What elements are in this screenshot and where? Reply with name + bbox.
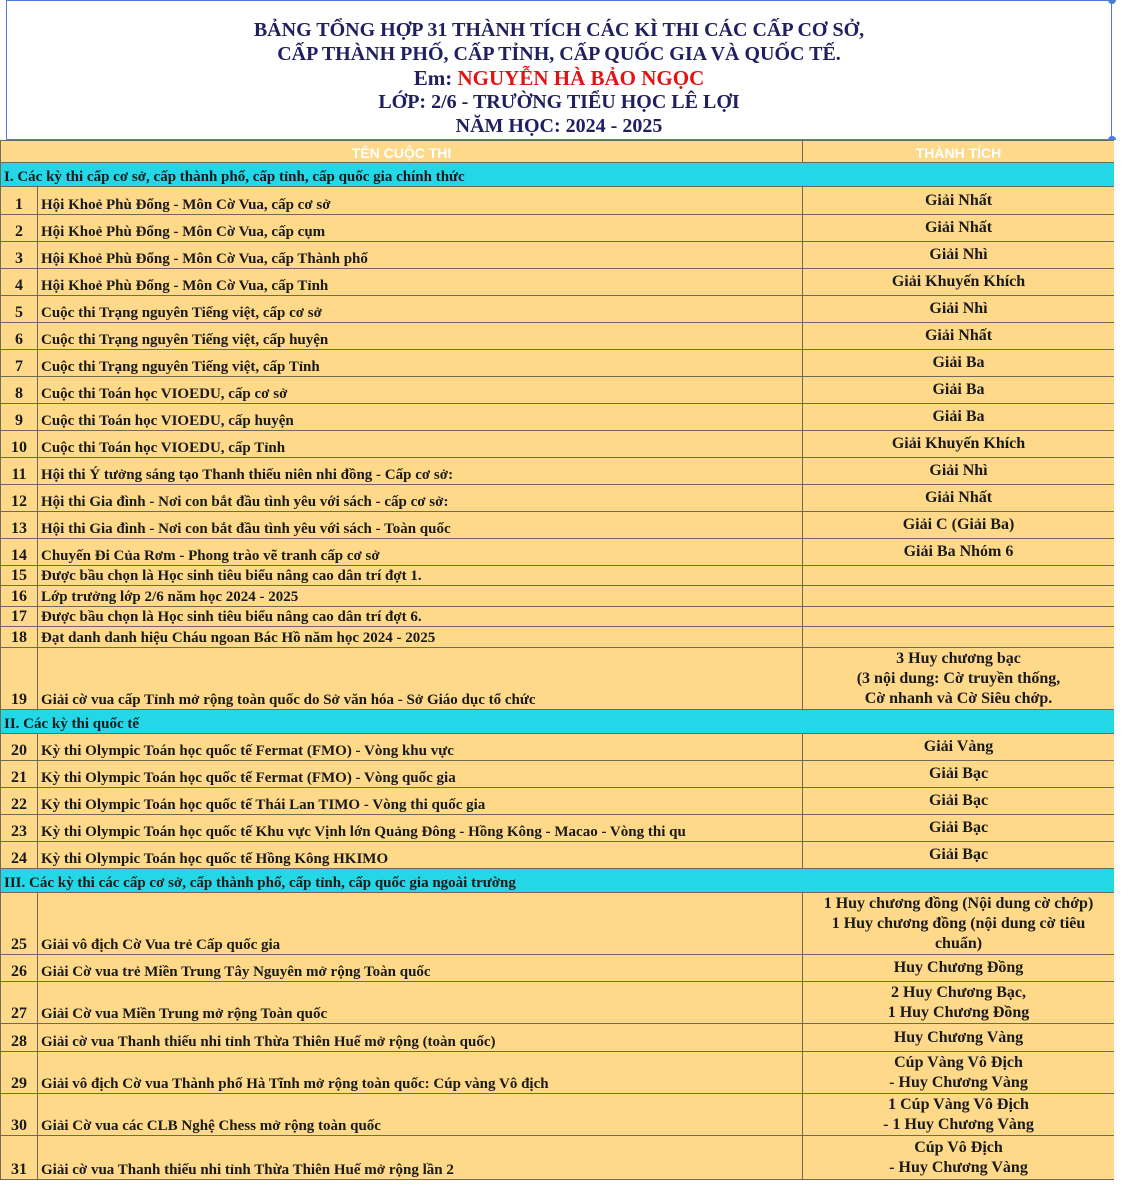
contest-name[interactable]: Giải vô địch Cờ vua Thành phố Hà Tĩnh mở rộng toàn quốc: Cúp vàng Vô địch xyxy=(38,1052,803,1094)
result-line: 1 Huy chương đồng (Nội dung cờ chớp) xyxy=(823,894,1094,912)
result-line: - Huy Chương Vàng xyxy=(889,1158,1028,1176)
contest-name[interactable]: Kỳ thi Olympic Toán học quốc tế Fermat (FMO) - Vòng khu vực xyxy=(38,734,803,761)
achievements-sheet xyxy=(0,140,1130,1180)
table-row xyxy=(1,815,1115,842)
table-row xyxy=(1,187,1115,215)
result-line: chuẩn) xyxy=(934,934,983,952)
year-line: NĂM HỌC: 2024 - 2025 xyxy=(455,115,663,137)
result-cell[interactable]: Giải C (Giải Ba) xyxy=(803,512,1115,539)
result-cell[interactable]: Giải Nhì xyxy=(803,296,1115,323)
result-cell[interactable]: Giải Nhất xyxy=(803,187,1115,215)
result-cell[interactable]: Giải Bạc xyxy=(803,761,1115,788)
result-line: (3 nội dung: Cờ truyền thống, xyxy=(856,669,1061,687)
contest-name[interactable]: Hội thi Gia đình - Nơi con bắt đầu tình yêu với sách - Toàn quốc xyxy=(38,512,803,539)
col-header-result[interactable]: THÀNH TÍCH xyxy=(803,141,1115,163)
result-line: Cúp Vô Địch xyxy=(914,1138,1003,1156)
result-cell[interactable] xyxy=(803,893,1115,955)
result-cell[interactable] xyxy=(803,982,1115,1024)
resize-handle-top-right[interactable] xyxy=(1108,0,1116,4)
contest-name[interactable]: Hội thi Ý tưởng sáng tạo Thanh thiếu niên nhi đồng - Cấp cơ sở: xyxy=(38,458,803,485)
result-line: Cúp Vàng Vô Địch xyxy=(894,1053,1023,1071)
table-row xyxy=(1,431,1115,458)
header-row xyxy=(1,141,1115,163)
contest-name[interactable]: Hội Khoẻ Phù Đổng - Môn Cờ Vua, cấp Tỉnh xyxy=(38,269,803,296)
table-row xyxy=(1,566,1115,586)
table-row xyxy=(1,734,1115,761)
table-row xyxy=(1,350,1115,377)
table-row xyxy=(1,586,1115,607)
table-row xyxy=(1,404,1115,431)
contest-name[interactable]: Hội Khoẻ Phù Đổng - Môn Cờ Vua, cấp cụm xyxy=(38,215,803,242)
section-1-header-cell[interactable]: I. Các kỳ thi cấp cơ sở, cấp thành phố, cấp tỉnh, cấp quốc gia chính thức xyxy=(1,163,1115,187)
result-cell[interactable] xyxy=(803,1052,1115,1094)
result-line: 1 Huy Chương Đồng xyxy=(887,1003,1030,1021)
row-number[interactable]: 31 xyxy=(1,1136,38,1180)
result-cell[interactable]: Giải Nhất xyxy=(803,323,1115,350)
result-cell[interactable]: Giải Ba Nhóm 6 xyxy=(803,539,1115,566)
result-line: 1 Huy chương đồng (nội dung cờ tiêu xyxy=(831,914,1086,932)
table-row xyxy=(1,296,1115,323)
result-cell[interactable]: Giải Nhất xyxy=(803,485,1115,512)
student-line xyxy=(7,66,1111,90)
contest-name[interactable]: Giải cờ vua Thanh thiếu nhi tỉnh Thừa Thiên Huế mở rộng (toàn quốc) xyxy=(38,1024,803,1052)
contest-name[interactable]: Cuộc thi Trạng nguyên Tiếng việt, cấp cơ sở xyxy=(38,296,803,323)
result-cell[interactable]: Giải Ba xyxy=(803,350,1115,377)
row-number[interactable]: 28 xyxy=(1,1024,38,1052)
row-number[interactable]: 23 xyxy=(1,815,38,842)
contest-name[interactable]: Được bầu chọn là Học sinh tiêu biểu nâng cao dân trí đợt 1. xyxy=(38,566,803,586)
result-cell[interactable]: Giải Ba xyxy=(803,377,1115,404)
contest-name[interactable]: Được bầu chọn là Học sinh tiêu biểu nâng cao dân trí đợt 6. xyxy=(38,607,803,627)
contest-name[interactable]: Hội Khoẻ Phù Đổng - Môn Cờ Vua, cấp cơ sở xyxy=(38,187,803,215)
result-cell[interactable]: Giải Bạc xyxy=(803,788,1115,815)
contest-name[interactable]: Giải Cờ vua Miền Trung mở rộng Toàn quốc xyxy=(38,982,803,1024)
row-number[interactable]: 19 xyxy=(1,648,38,710)
section-2-header xyxy=(1,710,1115,734)
contest-name[interactable]: Kỳ thi Olympic Toán học quốc tế Thái Lan TIMO - Vòng thi quốc gia xyxy=(38,788,803,815)
table-row xyxy=(1,627,1115,648)
row-number[interactable]: 1 xyxy=(1,187,38,215)
section-3-header-cell[interactable]: III. Các kỳ thi các cấp cơ sở, cấp thành phố, cấp tỉnh, cấp quốc gia ngoài trường xyxy=(1,869,1115,893)
row-number[interactable]: 25 xyxy=(1,893,38,955)
row-number[interactable]: 24 xyxy=(1,842,38,869)
row-number[interactable]: 27 xyxy=(1,982,38,1024)
result-cell[interactable]: Giải Khuyến Khích xyxy=(803,269,1115,296)
table-row xyxy=(1,955,1115,982)
result-cell[interactable]: Huy Chương Vàng xyxy=(803,1024,1115,1052)
row-number[interactable]: 14 xyxy=(1,539,38,566)
table-row xyxy=(1,893,1115,955)
result-line: - 1 Huy Chương Vàng xyxy=(883,1115,1034,1133)
table-row xyxy=(1,458,1115,485)
result-cell[interactable]: Huy Chương Đồng xyxy=(803,955,1115,982)
table-row xyxy=(1,1094,1115,1136)
col-header-contest[interactable]: TÊN CUỘC THI xyxy=(1,141,803,163)
row-number[interactable]: 29 xyxy=(1,1052,38,1094)
row-number[interactable]: 10 xyxy=(1,431,38,458)
contest-name[interactable]: Cuộc thi Toán học VIOEDU, cấp huyện xyxy=(38,404,803,431)
row-number[interactable]: 12 xyxy=(1,485,38,512)
result-cell[interactable] xyxy=(803,566,1115,586)
result-cell[interactable] xyxy=(803,607,1115,627)
result-cell[interactable] xyxy=(803,1136,1115,1180)
row-number[interactable]: 18 xyxy=(1,627,38,648)
result-cell[interactable]: Giải Nhất xyxy=(803,215,1115,242)
section-1-header xyxy=(1,163,1115,187)
table-row xyxy=(1,1136,1115,1180)
result-cell[interactable]: Giải Nhì xyxy=(803,458,1115,485)
table-row xyxy=(1,761,1115,788)
result-cell[interactable] xyxy=(803,1094,1115,1136)
row-number[interactable]: 2 xyxy=(1,215,38,242)
result-line: - Huy Chương Vàng xyxy=(889,1073,1028,1091)
contest-name[interactable]: Đạt danh danh hiệu Cháu ngoan Bác Hồ năm học 2024 - 2025 xyxy=(38,627,803,648)
row-number[interactable]: 7 xyxy=(1,350,38,377)
result-line: 2 Huy Chương Bạc, xyxy=(891,983,1026,1001)
table-row xyxy=(1,485,1115,512)
result-cell[interactable] xyxy=(803,586,1115,607)
section-2-header-cell[interactable]: II. Các kỳ thi quốc tế xyxy=(1,710,1115,734)
result-cell[interactable] xyxy=(803,648,1115,710)
table-row xyxy=(1,323,1115,350)
result-cell[interactable]: Giải Nhì xyxy=(803,242,1115,269)
table-row xyxy=(1,982,1115,1024)
result-cell[interactable]: Giải Ba xyxy=(803,404,1115,431)
contest-name[interactable]: Kỳ thi Olympic Toán học quốc tế Fermat (FMO) - Vòng quốc gia xyxy=(38,761,803,788)
table-row xyxy=(1,377,1115,404)
contest-name[interactable]: Kỳ thi Olympic Toán học quốc tế Khu vực Vịnh lớn Quảng Đông - Hồng Kông - Macao - Vòng thi qu xyxy=(38,815,803,842)
table-row xyxy=(1,269,1115,296)
result-cell[interactable]: Giải Khuyến Khích xyxy=(803,431,1115,458)
row-number[interactable]: 6 xyxy=(1,323,38,350)
row-number[interactable]: 8 xyxy=(1,377,38,404)
table-row xyxy=(1,215,1115,242)
result-line: 3 Huy chương bạc xyxy=(896,649,1021,667)
row-number[interactable]: 20 xyxy=(1,734,38,761)
result-line: 1 Cúp Vàng Vô Địch xyxy=(888,1095,1029,1113)
contest-name[interactable]: Giải Cờ vua các CLB Nghệ Chess mở rộng toàn quốc xyxy=(38,1094,803,1136)
contest-name[interactable]: Hội thi Gia đình - Nơi con bắt đầu tình yêu với sách - cấp cơ sở: xyxy=(38,485,803,512)
achievements-table xyxy=(0,140,1115,1180)
row-number[interactable]: 30 xyxy=(1,1094,38,1136)
contest-name[interactable]: Giải Cờ vua trẻ Miền Trung Tây Nguyên mở rộng Toàn quốc xyxy=(38,955,803,982)
row-number[interactable]: 5 xyxy=(1,296,38,323)
row-number[interactable]: 26 xyxy=(1,955,38,982)
contest-name[interactable]: Cuộc thi Toán học VIOEDU, cấp cơ sở xyxy=(38,377,803,404)
contest-name[interactable]: Giải cờ vua cấp Tỉnh mở rộng toàn quốc do Sở văn hóa - Sở Giáo dục tổ chức xyxy=(38,648,803,710)
result-cell[interactable] xyxy=(803,627,1115,648)
section-3-header xyxy=(1,869,1115,893)
student-name: NGUYỄN HÀ BẢO NGỌC xyxy=(457,66,705,90)
table-row xyxy=(1,1024,1115,1052)
table-row xyxy=(1,242,1115,269)
row-number[interactable]: 9 xyxy=(1,404,38,431)
result-cell[interactable]: Giải Bạc xyxy=(803,815,1115,842)
row-number[interactable]: 15 xyxy=(1,566,38,586)
row-number[interactable]: 4 xyxy=(1,269,38,296)
row-number[interactable]: 16 xyxy=(1,586,38,607)
table-row xyxy=(1,539,1115,566)
row-number[interactable]: 22 xyxy=(1,788,38,815)
contest-name[interactable]: Cuộc thi Trạng nguyên Tiếng việt, cấp Tỉnh xyxy=(38,350,803,377)
result-cell[interactable]: Giải Vàng xyxy=(803,734,1115,761)
contest-name[interactable]: Chuyến Đi Của Rơm - Phong trào vẽ tranh cấp cơ sở xyxy=(38,539,803,566)
result-cell[interactable]: Giải Bạc xyxy=(803,842,1115,869)
row-number[interactable]: 11 xyxy=(1,458,38,485)
contest-name[interactable]: Cuộc thi Toán học VIOEDU, cấp Tỉnh xyxy=(38,431,803,458)
table-row xyxy=(1,842,1115,869)
contest-name[interactable]: Giải vô địch Cờ Vua trẻ Cấp quốc gia xyxy=(38,893,803,955)
contest-name[interactable]: Cuộc thi Trạng nguyên Tiếng việt, cấp huyện xyxy=(38,323,803,350)
row-number[interactable]: 13 xyxy=(1,512,38,539)
sheet-gutter xyxy=(1114,140,1130,1202)
row-number[interactable]: 3 xyxy=(1,242,38,269)
result-line: Cờ nhanh và Cờ Siêu chớp. xyxy=(864,689,1053,707)
table-row xyxy=(1,512,1115,539)
row-number[interactable]: 21 xyxy=(1,761,38,788)
title-line-1: BẢNG TỔNG HỢP 31 THÀNH TÍCH CÁC KÌ THI CÁC CẤP CƠ SỞ, xyxy=(253,19,865,41)
row-number[interactable]: 17 xyxy=(1,607,38,627)
title-line-2: CẤP THÀNH PHỐ, CẤP TỈNH, CẤP QUỐC GIA VÀ QUỐC TẾ. xyxy=(277,43,841,65)
contest-name[interactable]: Giải cờ vua Thanh thiếu nhi tỉnh Thừa Thiên Huế mở rộng lần 2 xyxy=(38,1136,803,1180)
contest-name[interactable]: Kỳ thi Olympic Toán học quốc tế Hồng Kông HKIMO xyxy=(38,842,803,869)
table-row xyxy=(1,1052,1115,1094)
title-box[interactable] xyxy=(6,0,1112,140)
table-row xyxy=(1,788,1115,815)
class-line: LỚP: 2/6 - TRƯỜNG TIỂU HỌC LÊ LỢI xyxy=(378,91,740,113)
contest-name[interactable]: Lớp trưởng lớp 2/6 năm học 2024 - 2025 xyxy=(38,586,803,607)
student-label: Em: xyxy=(413,66,458,90)
contest-name[interactable]: Hội Khoẻ Phù Đổng - Môn Cờ Vua, cấp Thành phố xyxy=(38,242,803,269)
table-row xyxy=(1,607,1115,627)
table-row xyxy=(1,648,1115,710)
